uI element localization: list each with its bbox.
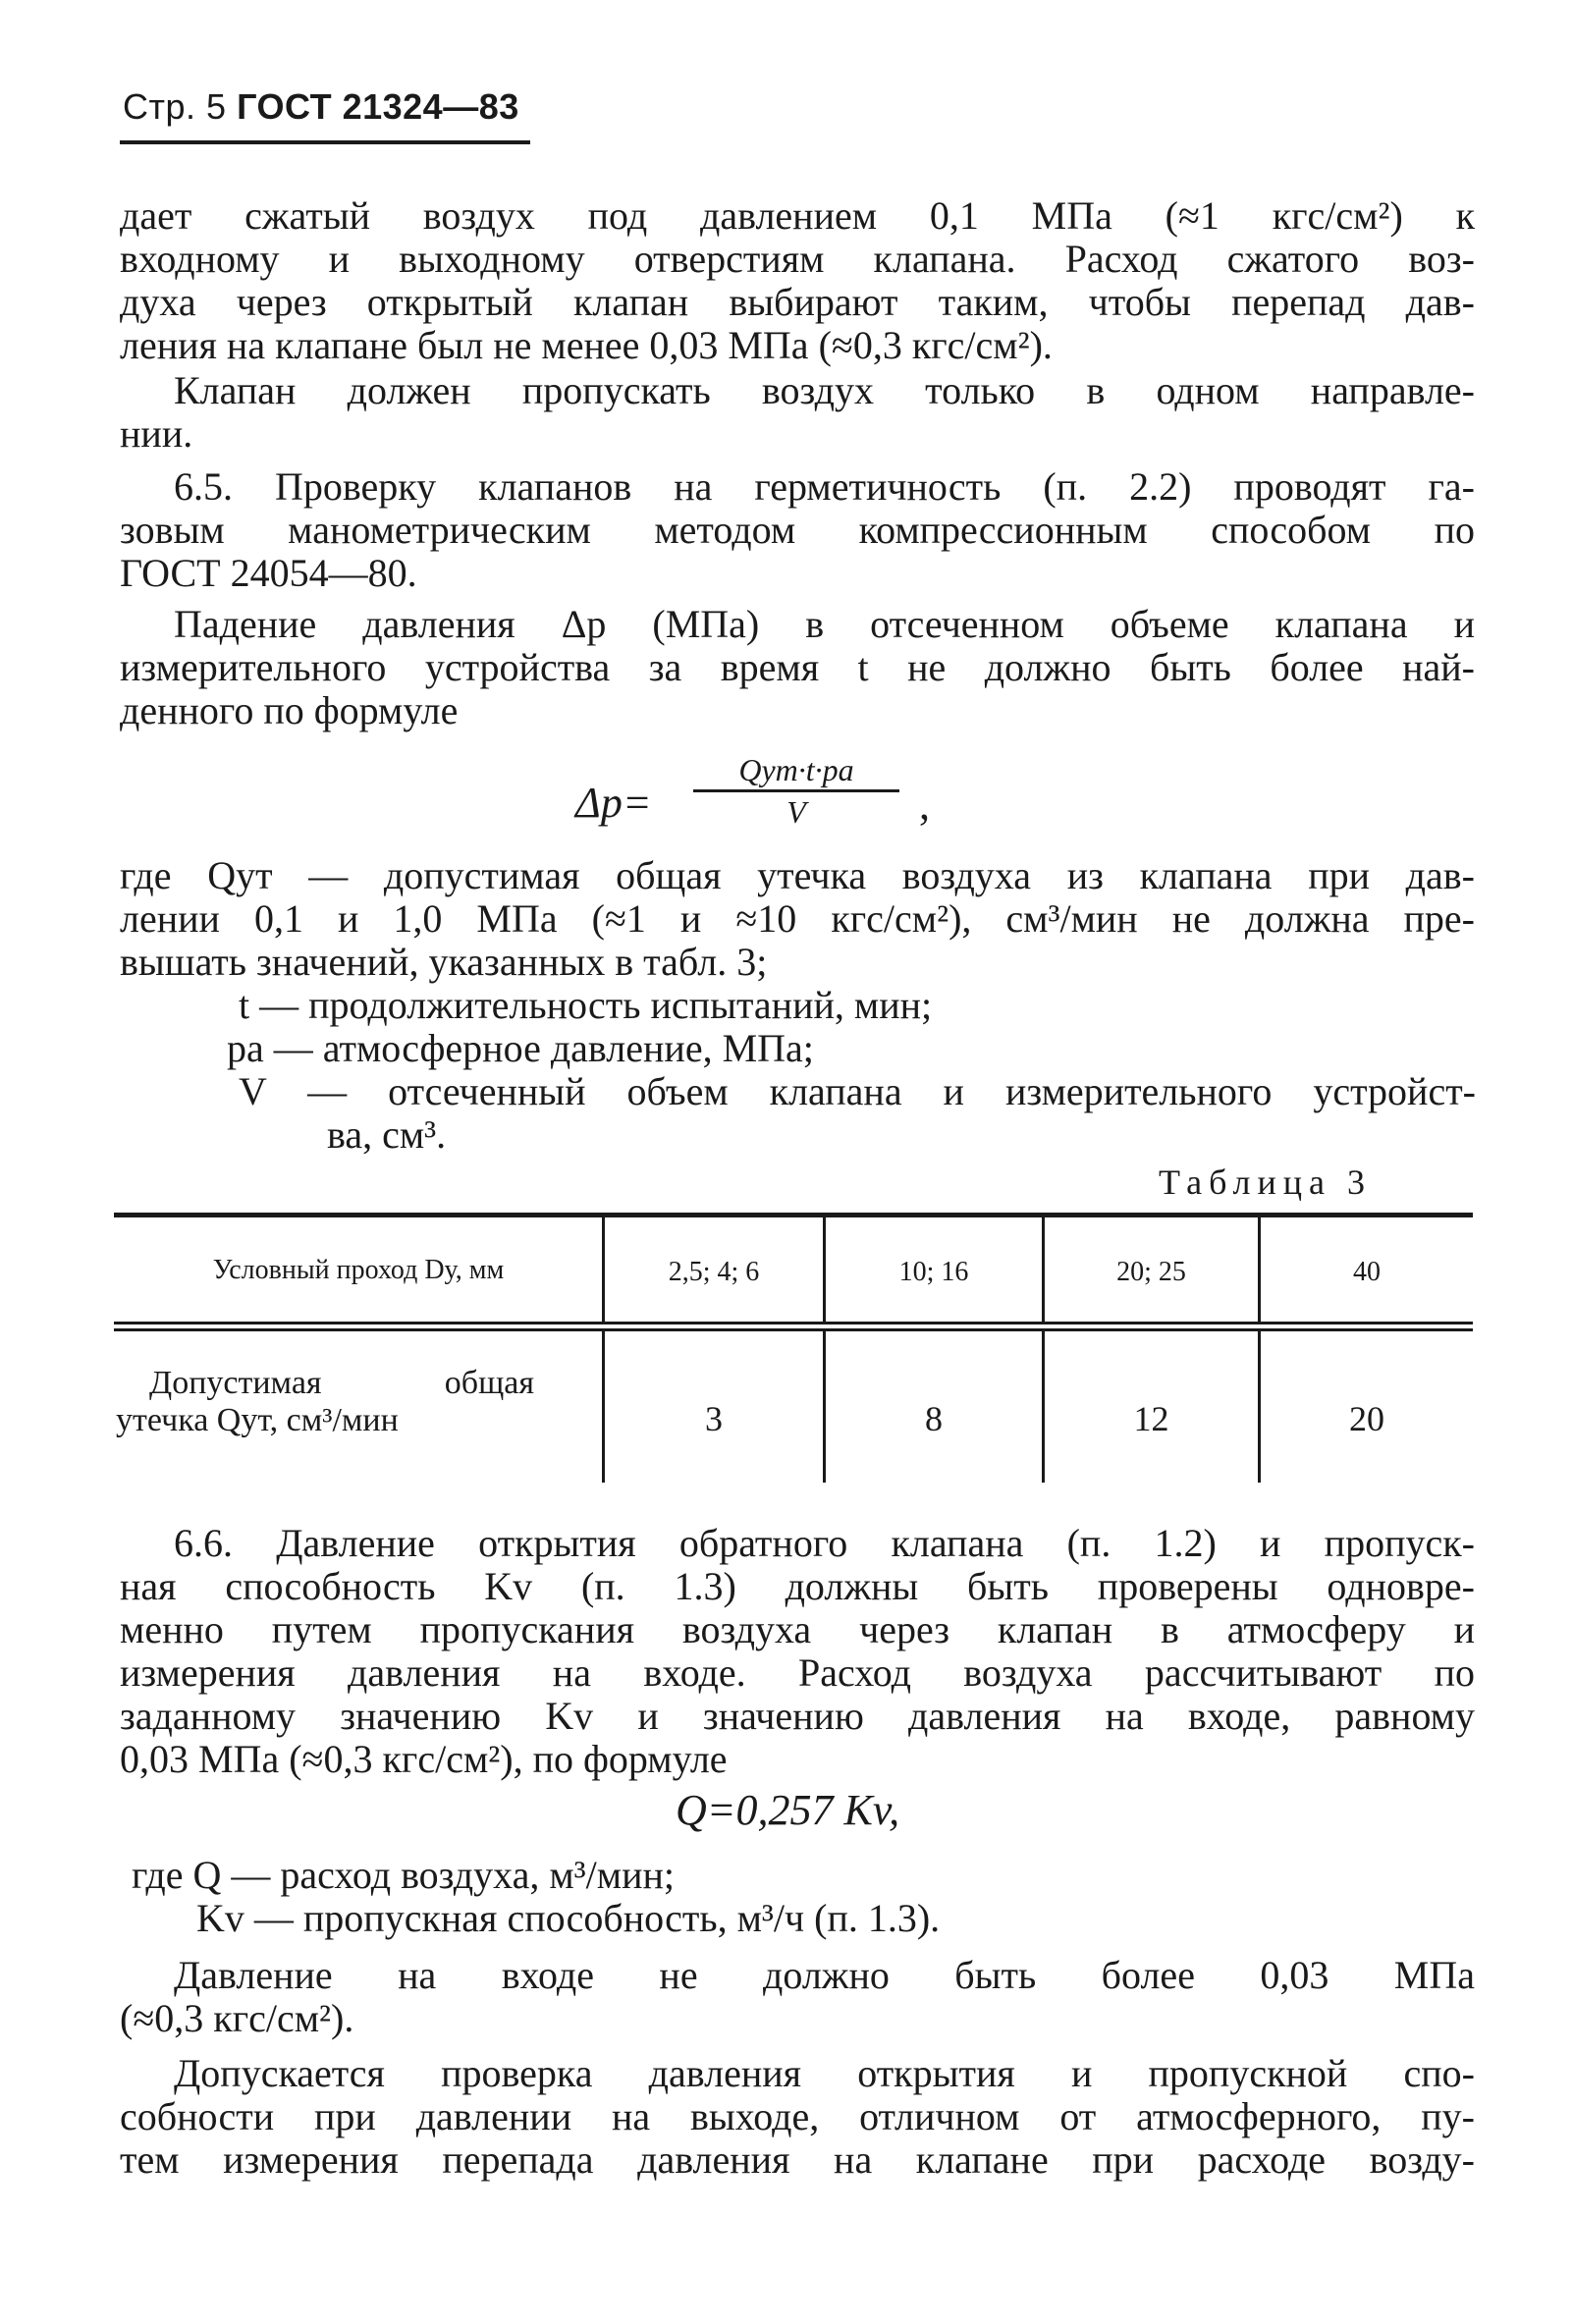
table-column-header: 20; 25 (1116, 1257, 1186, 1287)
text-line: собности при давлении на выходе, отличном от атмосферного, пу- (120, 2094, 1475, 2138)
text-line: t — продолжительность испытаний, мин; (239, 983, 933, 1027)
table-row-label-word: Допустимая (149, 1365, 322, 1401)
text-line: ГОСТ 24054—80. (120, 551, 417, 595)
table-header-label: Условный проход Dу, мм (212, 1255, 505, 1285)
paragraph-4 (120, 603, 1475, 732)
text-line: Давление на входе не должно быть более 0,03 МПа (174, 1953, 1475, 1997)
formula-denominator: V (786, 794, 806, 830)
paragraph-3 (120, 465, 1475, 595)
text-line: ления на клапане был не менее 0,03 МПа (≈0,3 кгс/см²). (120, 323, 1053, 367)
table-column-header: 10; 16 (898, 1257, 969, 1287)
table-cell-value: 8 (925, 1399, 943, 1438)
text-line: Падение давления Δp (МПа) в отсеченном объеме клапана и (174, 602, 1475, 646)
formula-lhs: Δp= (575, 779, 652, 827)
table-header-rule (114, 1322, 1473, 1324)
text-line: Клапан должен пропускать воздух только в одном направле- (174, 368, 1475, 412)
text-line: заданному значению Kv и значению давления на входе, равному (120, 1694, 1475, 1738)
text-line: Kv — пропускная способность, м³/ч (п. 1.3). (196, 1896, 941, 1940)
page-number: Стр. 5 (123, 86, 227, 127)
formula-legend-1 (120, 854, 1475, 984)
table-column-header: 40 (1353, 1257, 1381, 1287)
table-column-header: 2,5; 4; 6 (668, 1257, 760, 1287)
text-line: дает сжатый воздух под давлением 0,1 МПа (≈1 кгс/см²) к (120, 193, 1475, 238)
text-line: входному и выходному отверстиям клапана. Расход сжатого воз- (120, 237, 1475, 281)
table-cell-value: 20 (1349, 1399, 1384, 1438)
formula-legend-2 (132, 1854, 1477, 1897)
text-line: вышать значений, указанных в табл. 3; (120, 940, 768, 984)
text-line: измерительного устройства за время t не должно быть более най- (120, 645, 1475, 689)
text-line: V — отсеченный объем клапана и измерительного устройст- (239, 1069, 1476, 1113)
table-row-label-line2: утечка Qут, см³/мин (116, 1402, 399, 1438)
table-header-rule (114, 1328, 1473, 1331)
paragraph-1 (120, 194, 1475, 367)
table-row-label-word: общая (444, 1365, 534, 1401)
formula-trail: , (919, 781, 930, 829)
text-line: ная способность Kv (п. 1.3) должны быть проверены одновре- (120, 1564, 1475, 1608)
formula-2: Q=0,257 Kv, (676, 1786, 900, 1834)
table-row-label-line1 (149, 1365, 534, 1402)
text-line: где Q — расход воздуха, м³/мин; (132, 1853, 675, 1897)
text-line: менно путем пропускания воздуха через клапан в атмосферу и (120, 1607, 1475, 1651)
formula-legend-terms (227, 983, 1476, 1157)
paragraph-7 (120, 2052, 1475, 2182)
formula-legend-2-kv (196, 1897, 1473, 1940)
paragraph-2 (120, 369, 1475, 456)
text-line: 0,03 МПа (≈0,3 кгс/см²), по формуле (120, 1737, 728, 1781)
text-line: 6.5. Проверку клапанов на герметичность (п. 2.2) проводят га- (174, 464, 1475, 509)
text-line: измерения давления на входе. Расход воздуха рассчитывают по (120, 1650, 1475, 1695)
table-cell-value: 12 (1133, 1399, 1169, 1438)
formula-fraction (693, 750, 899, 834)
text-line: (≈0,3 кгс/см²). (120, 1996, 354, 2040)
text-line: лении 0,1 и 1,0 МПа (≈1 и ≈10 кгс/см²), см³/мин не должна пре- (120, 896, 1475, 941)
text-line: духа через открытый клапан выбирают таким, чтобы перепад дав- (120, 280, 1475, 324)
text-line: зовым манометрическим методом компрессионным способом по (120, 508, 1475, 552)
document-code: ГОСТ 21324—83 (237, 86, 519, 127)
text-line: pa — атмосферное давление, МПа; (227, 1026, 814, 1070)
text-line: денного по формуле (120, 688, 459, 732)
fraction-bar (693, 789, 899, 792)
text-line: Допускается проверка давления открытия и пропускной спо- (174, 2051, 1475, 2095)
paragraph-6 (120, 1954, 1475, 2040)
formula-numerator: Qут·t·pa (738, 752, 854, 787)
table-cell-value: 3 (705, 1399, 723, 1438)
text-line: тем измерения перепада давления на клапане при расходе возду- (120, 2137, 1475, 2182)
text-line: 6.6. Давление открытия обратного клапана (п. 1.2) и пропуск- (174, 1521, 1475, 1565)
page-header (123, 86, 519, 128)
text-line: где Qут — допустимая общая утечка воздуха из клапана при дав- (120, 853, 1475, 897)
table-title: Таблица 3 (1159, 1162, 1372, 1202)
paragraph-5 (120, 1522, 1475, 1781)
text-line: нии. (120, 411, 193, 456)
header-rule (120, 140, 530, 144)
text-line: ва, см³. (327, 1112, 447, 1157)
table-top-rule (114, 1213, 1473, 1217)
